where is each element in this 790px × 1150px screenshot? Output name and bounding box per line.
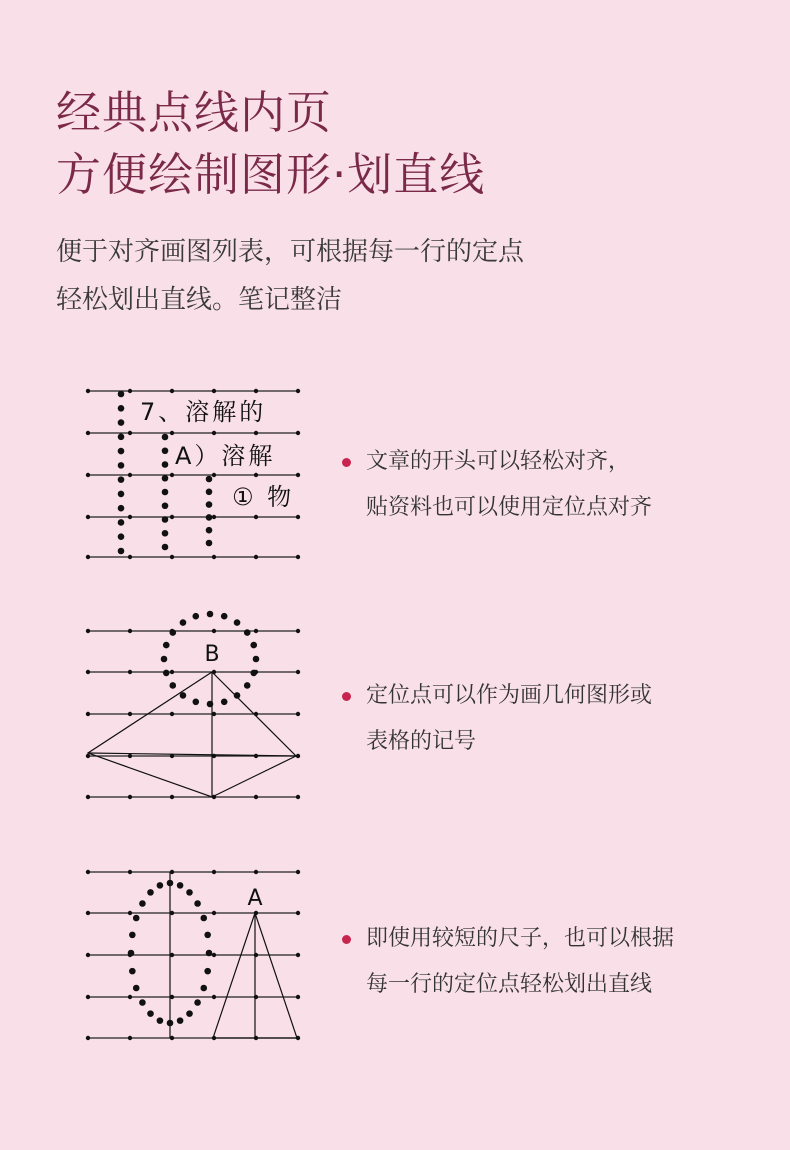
- grid-dot: [212, 953, 216, 957]
- grid-dot: [170, 473, 174, 477]
- grid-dot: [170, 795, 174, 799]
- grid-dot: [128, 670, 132, 674]
- bullet-dot: [342, 935, 351, 944]
- anchor-dot: [118, 419, 125, 426]
- anchor-dot: [186, 1010, 193, 1017]
- grid-dot: [128, 629, 132, 633]
- grid-dot: [254, 629, 258, 633]
- grid-dot: [86, 670, 90, 674]
- anchor-dot: [192, 613, 199, 620]
- ruled-lines: [88, 631, 298, 797]
- grid-dot: [296, 629, 300, 633]
- anchor-dot: [162, 489, 169, 496]
- grid-dot: [86, 795, 90, 799]
- grid-dot: [128, 911, 132, 915]
- subtitle-line-2: 轻松划出直线。笔记整洁: [56, 285, 343, 315]
- anchor-dot: [206, 950, 213, 957]
- anchor-dot: [206, 540, 213, 547]
- anchor-dot: [147, 1010, 154, 1017]
- anchor-dot: [129, 932, 136, 939]
- anchor-dot: [118, 434, 125, 441]
- anchor-dot: [244, 682, 251, 689]
- anchor-dot: [206, 501, 213, 508]
- anchor-dot: [163, 642, 170, 649]
- grid-dot: [296, 473, 300, 477]
- grid-dot: [254, 555, 258, 559]
- grid-dot: [170, 431, 174, 435]
- grid-dot: [212, 555, 216, 559]
- grid-dot: [170, 712, 174, 716]
- anchor-dot: [162, 475, 169, 482]
- shape-label-b: B: [204, 642, 220, 667]
- grid-dot: [212, 389, 216, 393]
- anchor-dot: [200, 915, 207, 922]
- grid-dot: [212, 515, 216, 519]
- anchor-dot: [186, 889, 193, 896]
- anchor-dot: [250, 670, 257, 677]
- grid-dot: [170, 555, 174, 559]
- anchor-dot: [194, 999, 201, 1006]
- grid-dot: [296, 670, 300, 674]
- anchor-dot: [129, 968, 136, 975]
- anchor-dot: [206, 514, 213, 521]
- grid-dot: [86, 629, 90, 633]
- anchor-dot: [206, 527, 213, 534]
- anchor-dot: [147, 889, 154, 896]
- grid-dot: [128, 870, 132, 874]
- grid-dot: [212, 870, 216, 874]
- note-line-1: 7、溶解的: [140, 398, 267, 426]
- grid-dot: [128, 555, 132, 559]
- anchor-dot: [162, 544, 169, 551]
- anchor-dot: [253, 656, 260, 663]
- grid-dot: [212, 911, 216, 915]
- anchor-dot: [221, 613, 228, 620]
- grid-dot: [128, 473, 132, 477]
- subtitle-line-1: 便于对齐画图列表，可根据每一行的定点: [56, 237, 525, 267]
- grid-dot: [212, 995, 216, 999]
- anchor-dot: [118, 533, 125, 540]
- anchor-dot: [221, 698, 228, 705]
- grid-dot: [86, 431, 90, 435]
- anchor-dot: [157, 1017, 164, 1024]
- anchor-dot: [162, 434, 169, 441]
- anchor-dot: [118, 462, 125, 469]
- grid-dot: [170, 670, 174, 674]
- grid-dot: [296, 795, 300, 799]
- anchor-dot: [133, 915, 140, 922]
- anchor-dot: [250, 642, 257, 649]
- grid-dot: [86, 911, 90, 915]
- anchor-dot: [118, 519, 125, 526]
- grid-dot: [296, 953, 300, 957]
- bullet-dot: [342, 692, 351, 701]
- grid-dot: [128, 389, 132, 393]
- grid-dot: [86, 389, 90, 393]
- grid-dot: [86, 754, 90, 758]
- anchor-dot: [194, 900, 201, 907]
- grid-dot: [296, 870, 300, 874]
- grid-dot: [86, 515, 90, 519]
- text-alignment-illustration: [0, 370, 330, 580]
- grid-dot: [296, 555, 300, 559]
- geometry-illustration: [0, 600, 330, 810]
- grid-dot: [86, 995, 90, 999]
- anchor-dot: [162, 447, 169, 454]
- grid-dot: [128, 995, 132, 999]
- grid-dot: [86, 1036, 90, 1040]
- anchor-dot: [118, 405, 125, 412]
- note-line-3: ① 物: [232, 483, 295, 511]
- grid-dot: [128, 1036, 132, 1040]
- anchor-dot: [118, 548, 125, 555]
- kite-shape: [88, 672, 296, 797]
- anchor-dot: [139, 900, 146, 907]
- grid-dot: [212, 473, 216, 477]
- grid-dot: [86, 953, 90, 957]
- grid-dot: [296, 389, 300, 393]
- grid-dot: [254, 870, 258, 874]
- grid-dot: [128, 515, 132, 519]
- ruled-lines: [88, 872, 298, 1038]
- triangle-shape: [213, 913, 297, 1038]
- grid-dot: [254, 795, 258, 799]
- note-line-2: A）溶解: [175, 442, 276, 470]
- grid-dot: [86, 870, 90, 874]
- headline-line-2: 方便绘制图形·划直线: [56, 148, 486, 201]
- anchor-dot: [128, 950, 135, 957]
- anchor-dot: [162, 502, 169, 509]
- bullet-dot: [342, 458, 351, 467]
- grid-dot: [86, 712, 90, 716]
- grid-dot: [296, 431, 300, 435]
- anchor-dot: [200, 985, 207, 992]
- anchor-dot: [169, 629, 176, 636]
- anchor-dot: [206, 476, 213, 483]
- anchor-dot: [204, 968, 211, 975]
- anchor-dot: [207, 611, 214, 618]
- ruler-illustration: [0, 860, 330, 1050]
- grid-dot: [212, 431, 216, 435]
- grid-dot: [170, 515, 174, 519]
- grid-dot: [254, 389, 258, 393]
- grid-dot: [128, 754, 132, 758]
- anchor-dot: [161, 656, 168, 663]
- grid-dot: [296, 515, 300, 519]
- headline: [56, 82, 485, 206]
- anchor-dot: [162, 461, 169, 468]
- anchor-dot: [118, 448, 125, 455]
- anchor-dot: [139, 999, 146, 1006]
- anchor-dot: [162, 530, 169, 537]
- subtitle: [56, 228, 524, 324]
- grid-dot: [86, 555, 90, 559]
- grid-dot: [128, 712, 132, 716]
- grid-dot: [212, 629, 216, 633]
- headline-line-1: 经典点线内页: [56, 86, 333, 139]
- anchor-dot: [192, 698, 199, 705]
- anchor-dot: [244, 629, 251, 636]
- grid-dot: [296, 995, 300, 999]
- section-2-description: 定位点可以作为画几何图形或 表格的记号: [366, 683, 653, 754]
- shape-label-a: A: [247, 886, 263, 911]
- anchor-dot: [234, 619, 241, 626]
- anchor-dot: [118, 476, 125, 483]
- grid-dot: [254, 431, 258, 435]
- anchor-dot: [177, 882, 184, 889]
- grid-dot: [170, 389, 174, 393]
- grid-dot: [296, 712, 300, 716]
- grid-dot: [86, 473, 90, 477]
- grid-dot: [128, 795, 132, 799]
- anchor-dot: [118, 391, 125, 398]
- anchor-dot: [206, 489, 213, 496]
- grid-dot: [254, 473, 258, 477]
- anchor-dot: [162, 516, 169, 523]
- anchor-dot: [163, 670, 170, 677]
- anchor-dot: [177, 1017, 184, 1024]
- section-3-description: 即使用较短的尺子，也可以根据 每一行的定位点轻松划出直线: [366, 926, 675, 997]
- grid-dot: [296, 911, 300, 915]
- anchor-dot: [169, 682, 176, 689]
- anchor-dot: [133, 985, 140, 992]
- anchor-dot: [157, 882, 164, 889]
- anchor-dot: [204, 932, 211, 939]
- grid-dot: [128, 431, 132, 435]
- anchor-dot: [180, 619, 187, 626]
- section-1-description: 文章的开头可以轻松对齐， 贴资料也可以使用定位点对齐: [366, 449, 653, 520]
- grid-dot: [254, 515, 258, 519]
- anchor-dot: [118, 491, 125, 498]
- anchor-dot: [118, 505, 125, 512]
